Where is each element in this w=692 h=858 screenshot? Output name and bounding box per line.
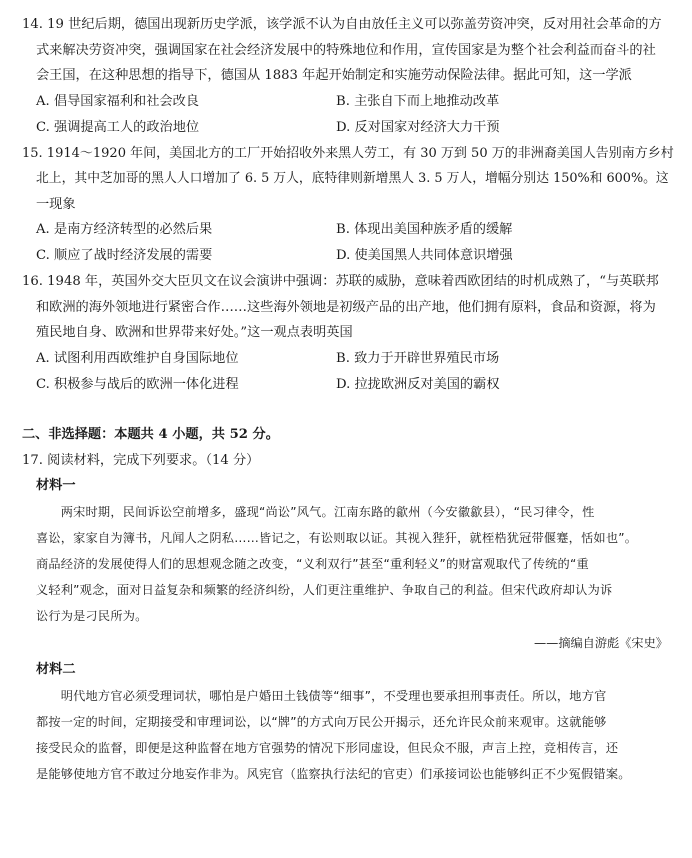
options-grid — [36, 217, 674, 269]
question-stem-line: 15. 1914～1920 年间，美国北方的工厂开始招收外来黑人劳工，有 30 万到 50 万的非洲裔美国人告别南方乡村 — [22, 145, 674, 161]
question-stem-line: 式来解决劳资冲突，强调国家在社会经济发展中的特殊地位和作用，宣传国家是为整个社会利益而奋斗的社 — [36, 42, 656, 58]
material-line: 讼行为是刁民所为。 — [36, 609, 148, 623]
material-line: 是能够使地方官不敢过分地妄作非为。风宪官（监察执行法纪的官吏）们承接词讼也能够纠正不少冤假错案。 — [36, 767, 631, 781]
option-d[interactable]: D. 反对国家对经济大力干预 — [336, 119, 500, 135]
material-1-body — [22, 499, 674, 629]
question-17-stem: 17. 阅读材料，完成下列要求。（14 分） — [22, 452, 260, 468]
question-14 — [22, 12, 674, 141]
options-grid — [36, 346, 674, 398]
question-stem-line: 和欧洲的海外领地进行紧密合作……这些海外领地是初级产品的出产地，他们拥有原料，食品和资源，将为 — [36, 299, 656, 315]
option-c[interactable]: C. 顺应了战时经济发展的需要 — [36, 248, 213, 263]
option-d[interactable]: D. 拉拢欧洲反对美国的霸权 — [336, 376, 500, 392]
question-stem-line: 北上，其中芝加哥的黑人人口增加了 6. 5 万人，底特律则新增黑人 3. 5 万人，增幅分别达 150%和 600%。这 — [36, 171, 669, 186]
question-stem-line: 殖民地自身、欧洲和世界带来好处。”这一观点表明英国 — [36, 325, 353, 340]
material-1-title: 材料一 — [36, 478, 76, 493]
option-c[interactable]: C. 强调提高工人的政治地位 — [36, 119, 200, 135]
material-1-source: ——摘编自游彪《宋史》 — [533, 636, 668, 650]
question-16 — [22, 269, 674, 398]
option-b[interactable]: B. 致力于开辟世界殖民市场 — [336, 350, 500, 366]
option-a[interactable]: A. 是南方经济转型的必然后果 — [36, 222, 213, 237]
option-d[interactable]: D. 使美国黑人共同体意识增强 — [336, 248, 513, 263]
material-line: 义轻利”观念，面对日益复杂和频繁的经济纠纷，人们更注重维护、争取自己的利益。但宋代政府却认为诉 — [36, 583, 613, 597]
spacer — [22, 398, 674, 414]
option-a[interactable]: A. 倡导国家福利和社会改良 — [36, 93, 199, 109]
material-line: 喜讼，家家自为簿书，凡闻人之阴私……皆记之，有讼则取以证。其视入狴犴，就桎梏犹冠带偃蹇，恬如也”。 — [36, 531, 638, 545]
material-line: 都按一定的时间，定期接受和审理词讼，以“牌”的方式向万民公开揭示，还允许民众前来观审。这就能够 — [36, 715, 607, 729]
material-line: 商品经济的发展使得人们的思想观念随之改变，“义利双行”甚至“重利轻义”的财富观取代了传统的“重 — [36, 557, 589, 571]
option-c[interactable]: C. 积极参与战后的欧洲一体化进程 — [36, 376, 239, 392]
option-b[interactable]: B. 体现出美国种族矛盾的缓解 — [336, 222, 513, 237]
material-2-body — [22, 683, 674, 787]
material-line: 两宋时期，民间诉讼空前增多，盛现“尚讼”风气。江南东路的歙州（今安徽歙县），“民习律令，性 — [36, 505, 595, 519]
question-stem-line: 一现象 — [36, 196, 76, 212]
question-stem-line: 会王国，在这种思想的指导下，德国从 1883 年起开始制定和实施劳动保险法律。据此可知，这一学派 — [36, 68, 632, 83]
material-line: 明代地方官必须受理词状，哪怕是户婚田土钱债等“细事”，不受理也要承担刑事责任。所以，地方官 — [36, 689, 607, 703]
section-heading: 二、非选择题：本题共 4 小题，共 52 分。 — [22, 426, 279, 442]
question-stem-line: 16. 1948 年，英国外交大臣贝文在议会演讲中强调：苏联的威胁，意味着西欧团结的时机成熟了，“与英联邦 — [22, 274, 659, 289]
option-a[interactable]: A. 试图利用西欧维护自身国际地位 — [36, 350, 239, 366]
option-b[interactable]: B. 主张自下而上地推动改革 — [336, 93, 500, 109]
material-line: 接受民众的监督，即便是这种监督在地方官强势的情况下形同虚设，但民众不服，声言上控，竞相传言，还 — [36, 741, 619, 755]
options-grid — [36, 89, 674, 141]
question-15 — [22, 141, 674, 270]
question-stem-line: 14. 19 世纪后期，德国出现新历史学派，该学派不认为自由放任主义可以弥盖劳资冲突，反对用社会革命的方 — [22, 17, 662, 32]
material-2-title: 材料二 — [36, 662, 76, 677]
